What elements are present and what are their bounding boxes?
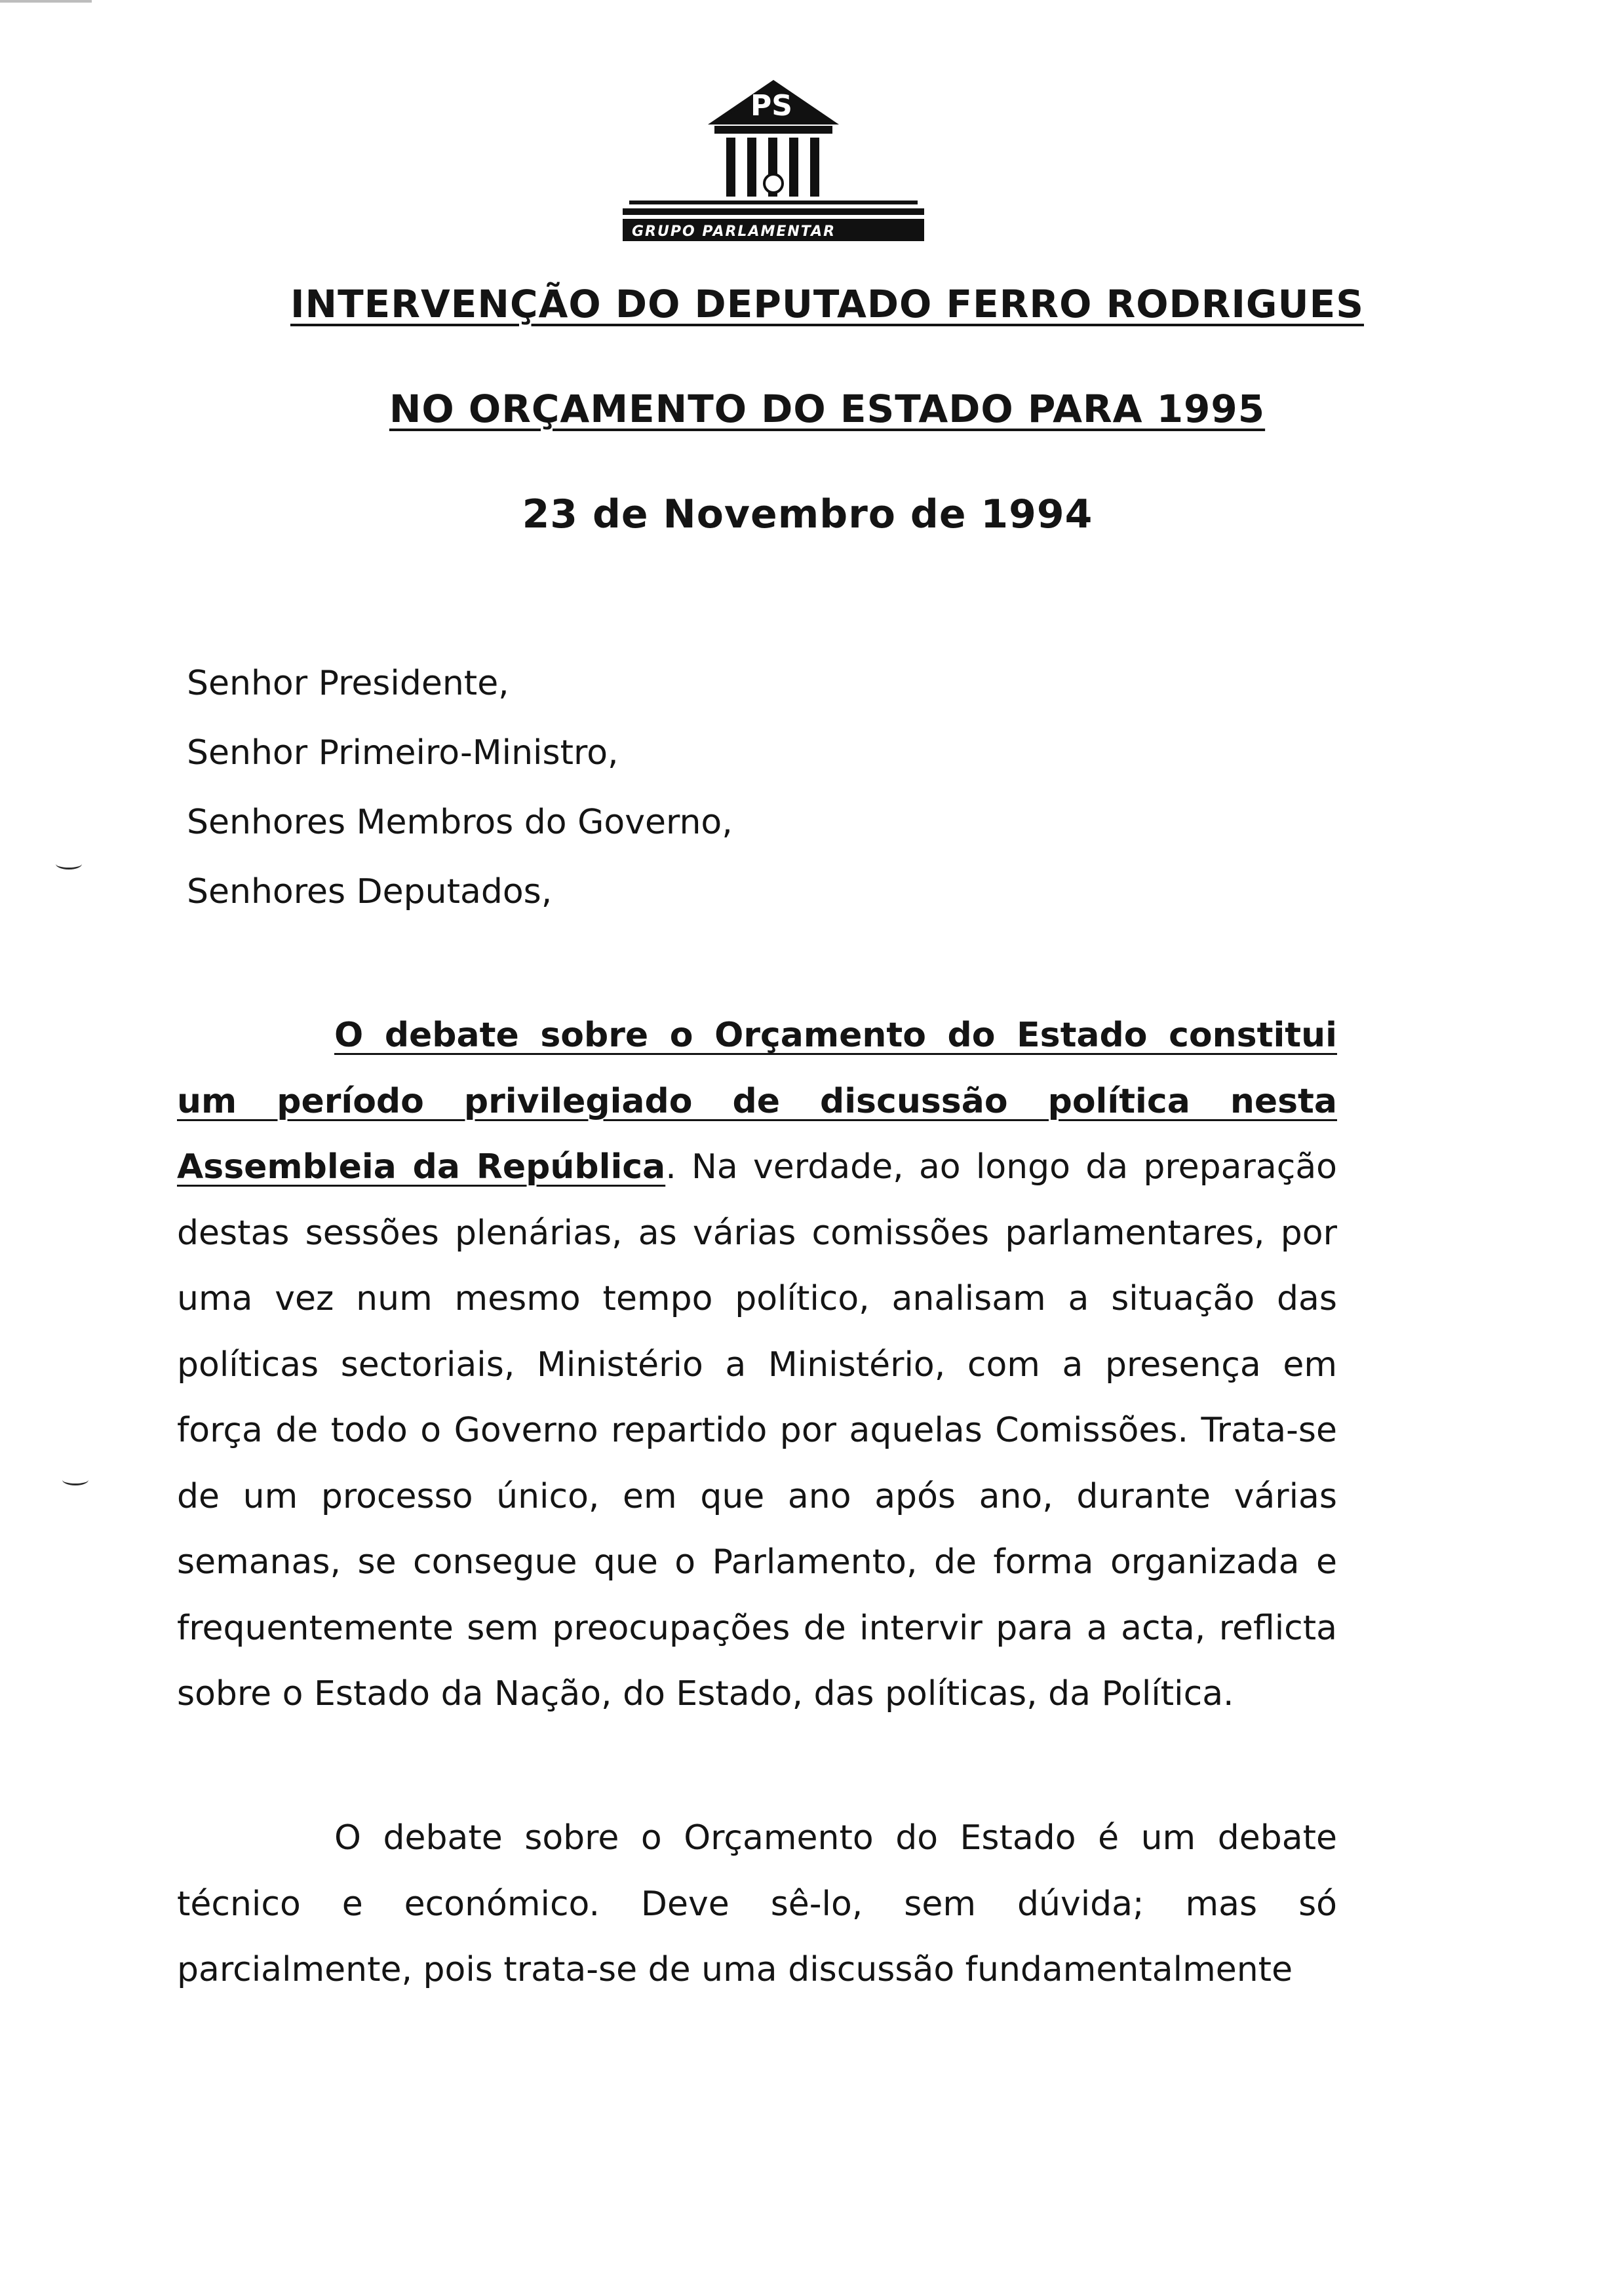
document-subtitle: NO ORÇAMENTO DO ESTADO PARA 1995 [389,387,1266,431]
svg-text:GRUPO PARLAMENTAR: GRUPO PARLAMENTAR [632,223,836,240]
salutation-line: Senhores Membros do Governo, [187,803,733,842]
salutation-line: Senhores Deputados, [187,872,553,911]
paragraph-text: . Na verdade, ao longo da preparação destas sessões plenárias, as várias comissões parlamentares, por uma vez num mesmo tempo político, analisam a situação das políticas sectoriais, Ministério a Ministério, com a presença em força de todo o Governo repartido por aquelas Comissões. Trata-se de um processo único, em que ano após ano, durante várias semanas, se consegue que o Parlamento, de forma organizada e frequentemente sem preocupações de intervir para a acta, reflicta sobre o Estado da Nação, do Estado, das políticas, da Política. [177,1147,1337,1713]
body-paragraph-2: O debate sobre o Orçamento do Estado é um debate técnico e económico. Deve sê-lo, sem dúvida; mas só parcialmente, pois trata-se de uma discussão fundamentalmente [177,1818,1337,1989]
scan-edge-line [0,0,92,3]
salutation-line: Senhor Primeiro-Ministro, [187,733,619,773]
ps-logo-emblem [616,72,931,249]
salutations-block [187,649,733,927]
body-paragraph-1 [177,1003,1337,1727]
underlined-sentence: O debate sobre o Orçamento do Estado constitui um período privilegiado de discussão política nesta Assembleia da República [177,1016,1337,1187]
salutation-line: Senhor Presidente, [187,664,509,703]
margin-mark [56,858,82,870]
document-date: 23 de Novembro de 1994 [522,491,1093,537]
margin-mark [62,1474,88,1485]
document-title: INTERVENÇÃO DO DEPUTADO FERRO RODRIGUES [290,282,1365,326]
svg-text:PS: PS [750,89,792,123]
